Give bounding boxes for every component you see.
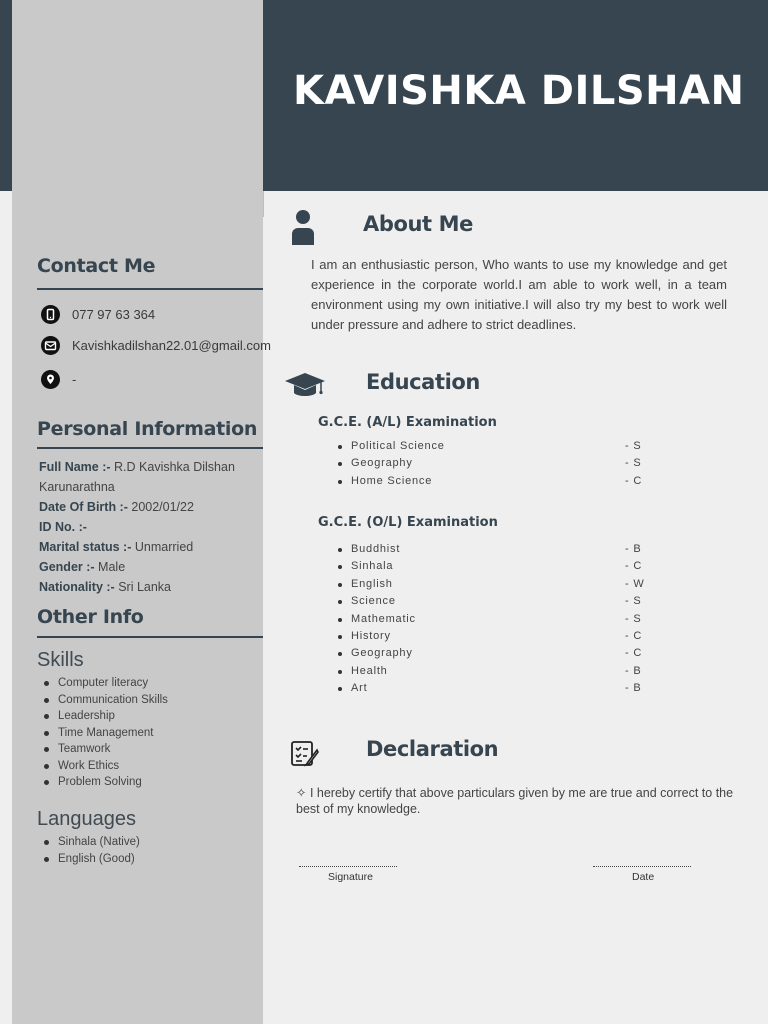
- list-item: Time Management: [44, 725, 168, 742]
- ol-exam-heading: G.C.E. (O/L) Examination: [318, 515, 498, 530]
- column-divider: [263, 191, 264, 217]
- header-accent-strip: [0, 0, 12, 191]
- signature-label: Signature: [328, 871, 373, 883]
- about-heading: About Me: [363, 212, 473, 236]
- al-subjects-list: [338, 438, 648, 490]
- table-row: Political Science - S: [338, 438, 648, 455]
- table-row: Art - B: [338, 680, 648, 697]
- personal-info-rule: [37, 447, 263, 449]
- declaration-heading: Declaration: [366, 737, 499, 761]
- checklist-pen-icon: [290, 740, 320, 768]
- list-item: Problem Solving: [44, 774, 168, 791]
- field-gender: Gender :- Male: [39, 560, 126, 574]
- list-item: Sinhala (Native): [44, 834, 140, 851]
- contact-email[interactable]: [41, 336, 271, 355]
- skills-heading: Skills: [37, 649, 84, 671]
- contact-address[interactable]: [41, 370, 76, 389]
- table-row: Home Science - C: [338, 473, 648, 490]
- table-row: Mathematic - S: [338, 611, 648, 628]
- al-exam-heading: G.C.E. (A/L) Examination: [318, 415, 497, 430]
- field-id-no: ID No. :-: [39, 520, 87, 534]
- header: [263, 0, 768, 191]
- candidate-name: KAVISHKA DILSHAN: [293, 68, 745, 114]
- about-text: I am an enthusiastic person, Who wants to use my knowledge and get experience in the corporate world.I am able to work well, in a team environment using my own initiative.I will also try my best to work well under pressure and adhere to strict deadlines.: [311, 257, 727, 332]
- address-text: -: [72, 372, 77, 387]
- table-row: Science - S: [338, 593, 648, 610]
- email-icon: [41, 336, 60, 355]
- education-heading: Education: [366, 370, 480, 394]
- table-row: History - C: [338, 628, 648, 645]
- list-item: Work Ethics: [44, 758, 168, 775]
- phone-icon: [41, 305, 60, 324]
- declaration-text: ✧ I hereby certify that above particulars given by me are true and correct to the best of my knowledge.: [296, 786, 734, 816]
- list-item: Communication Skills: [44, 692, 168, 709]
- field-nationality: Nationality :- Sri Lanka: [39, 580, 171, 594]
- list-item: Teamwork: [44, 741, 168, 758]
- person-icon: [290, 209, 316, 245]
- skills-list: [44, 675, 168, 791]
- field-full-name: Full Name :- R.D Kavishka Dilshan Karunarathna: [39, 460, 235, 494]
- table-row: Sinhala - C: [338, 558, 648, 575]
- personal-info-list: [39, 457, 263, 597]
- email-address: Kavishkadilshan22.01@gmail.com: [72, 338, 271, 353]
- field-marital-status: Marital status :- Unmarried: [39, 540, 194, 554]
- date-label: Date: [632, 871, 655, 883]
- table-row: English - W: [338, 576, 648, 593]
- table-row: Buddhist - B: [338, 541, 648, 558]
- list-item: Computer literacy: [44, 675, 168, 692]
- signature-line: [299, 866, 397, 867]
- contact-rule: [37, 288, 263, 290]
- list-item: English (Good): [44, 851, 140, 868]
- contact-phone[interactable]: [41, 305, 155, 324]
- languages-heading: Languages: [37, 808, 136, 830]
- date-line: [593, 866, 691, 867]
- phone-number: 077 97 63 364: [72, 307, 156, 322]
- other-info-heading: Other Info: [37, 606, 144, 628]
- graduation-cap-icon: [284, 370, 326, 400]
- ol-subjects-list: [338, 541, 648, 698]
- personal-info-heading: Personal Information: [37, 418, 258, 440]
- table-row: Health - B: [338, 663, 648, 680]
- list-item: Leadership: [44, 708, 168, 725]
- table-row: Geography - S: [338, 455, 648, 472]
- contact-heading: Contact Me: [37, 255, 156, 277]
- location-pin-icon: [41, 370, 60, 389]
- table-row: Geography - C: [338, 645, 648, 662]
- languages-list: [44, 834, 140, 867]
- other-info-rule: [37, 636, 263, 638]
- field-date-of-birth: Date Of Birth :- 2002/01/22: [39, 500, 194, 514]
